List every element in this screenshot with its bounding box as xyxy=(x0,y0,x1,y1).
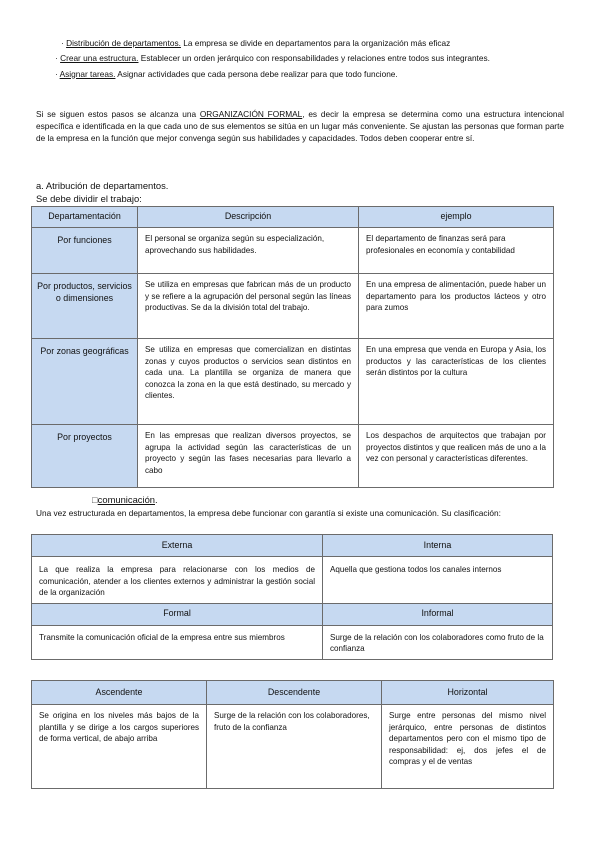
heading-dot: . xyxy=(155,494,158,505)
row-description: Se utiliza en empresas que comercializan en distintas zonas y cuyos productos o servicios sean distintos en cada una. La plantilla se organiza de manera que conozca la zona en la que está destinado, su mercado y clientes. xyxy=(138,339,359,425)
bullet-item xyxy=(55,37,540,49)
intro-paragraph xyxy=(36,109,564,144)
row-label: Por zonas geográficas xyxy=(32,339,138,425)
communication-intro: Una vez estructurada en departamentos, la empresa debe funcionar con garantía si existe una comunicación. Su clasificación: xyxy=(36,508,501,518)
bullet-term: Distribución de departamentos. xyxy=(66,38,181,48)
table-header-row xyxy=(32,535,553,557)
communication-term: comunicación xyxy=(97,494,155,505)
column-header: Horizontal xyxy=(382,681,554,705)
externa-description: La que realiza la empresa para relacionarse con los medios de comunicación, atender a los clientes externos y administrar la gestión social de la organización xyxy=(32,557,323,604)
row-example: En una empresa que venda en Europa y Asia, los productos y las características de los clientes serán distintos por la cultura xyxy=(359,339,554,425)
bullet-marker: · xyxy=(61,38,64,48)
table-row xyxy=(32,339,554,425)
bullet-text: Establecer un orden jerárquico con responsabilidades y relaciones entre todos sus integrantes. xyxy=(138,53,490,64)
direction-table xyxy=(31,680,554,789)
row-label: Por productos, servicios o dimensiones xyxy=(32,274,138,339)
bullet-item xyxy=(55,68,540,80)
horizontal-description: Surge entre personas del mismo nivel jerárquico, entre personas de distintos departamentos pero con el mismo tipo de responsabilidad: ej, dos jefes el de compras y el de ventas xyxy=(382,705,554,789)
column-header: Departamentación xyxy=(32,207,138,228)
row-label: Por proyectos xyxy=(32,425,138,488)
paragraph-term: ORGANIZACIÓN FORMAL xyxy=(199,109,303,119)
column-header: Externa xyxy=(32,535,323,557)
bullet-item xyxy=(55,52,540,64)
column-header: Descendente xyxy=(207,681,382,705)
bullet-text: La empresa se divide en departamentos para la organización más eficaz xyxy=(180,38,451,48)
table-row xyxy=(32,228,554,274)
column-header: ejemplo xyxy=(359,207,554,228)
column-header: Interna xyxy=(323,535,553,557)
communication-table xyxy=(31,534,553,660)
row-description: En las empresas que realizan diversos proyectos, se agrupa la actividad según las características de un proyecto y según las fases necesarias para llevarlo a cabo xyxy=(138,425,359,488)
bullet-marker: · xyxy=(55,53,58,64)
interna-description: Aquella que gestiona todos los canales internos xyxy=(323,557,553,604)
table-header-row xyxy=(32,603,553,625)
paragraph-text: , es decir la empresa se determina como una estructura intencional específica e identificada en la que cada uno de sus elementos se sitúa en un lugar más conveniente. Se ajustan las personas que forman parte de la empresa en la función que mejor convenga según sus habilidades y capacidades. Todos deben cooperar entre sí. xyxy=(36,109,564,143)
table-row xyxy=(32,274,554,339)
departments-table xyxy=(31,206,554,488)
section-subtitle: Se debe dividir el trabajo: xyxy=(36,193,142,204)
bullet-term: Crear una estructura. xyxy=(60,53,139,64)
row-label: Por funciones xyxy=(32,228,138,274)
table-header-row xyxy=(32,681,554,705)
row-example: Los despachos de arquitectos que trabajan por proyectos distintos y que realicen más de uno a la vez con personal y características diferentes. xyxy=(359,425,554,488)
informal-description: Surge de la relación con los colaboradores como fruto de la confianza xyxy=(323,625,553,659)
formal-description: Transmite la comunicación oficial de la empresa entre sus miembros xyxy=(32,625,323,659)
paragraph-text: Si se siguen estos pasos se alcanza una xyxy=(36,109,200,119)
column-header: Formal xyxy=(32,603,323,625)
row-example: El departamento de finanzas será para profesionales en economía y contabilidad xyxy=(359,228,554,274)
bullet-marker: · xyxy=(55,68,58,79)
row-description: Se utiliza en empresas que fabrican más de un producto y se refiere a la agrupación del personal según las líneas productivas. Se da la división total del trabajo. xyxy=(138,274,359,339)
row-example: En una empresa de alimentación, puede haber un departamento para los productos lácteos y otro para zumos xyxy=(359,274,554,339)
table-header-row xyxy=(32,207,554,228)
column-header: Descripción xyxy=(138,207,359,228)
bullet-text: Asignar actividades que cada persona debe realizar para que todo funcione. xyxy=(115,68,398,79)
bullet-term: Asignar tareas. xyxy=(59,68,116,79)
checkbox-glyph: □ xyxy=(92,494,98,505)
column-header: Informal xyxy=(323,603,553,625)
table-row xyxy=(32,425,554,488)
column-header: Ascendente xyxy=(32,681,207,705)
row-description: El personal se organiza según su especialización, aprovechando sus habilidades. xyxy=(138,228,359,274)
table-row xyxy=(32,705,554,789)
table-row xyxy=(32,557,553,604)
table-row xyxy=(32,625,553,659)
descendente-description: Surge de la relación con los colaboradores, fruto de la confianza xyxy=(207,705,382,789)
section-title: a. Atribución de departamentos. xyxy=(36,180,169,191)
bullet-list xyxy=(55,37,540,80)
communication-heading xyxy=(92,494,158,506)
ascendente-description: Se origina en los niveles más bajos de la plantilla y se dirige a los cargos superiores de forma vertical, de abajo arriba xyxy=(32,705,207,789)
